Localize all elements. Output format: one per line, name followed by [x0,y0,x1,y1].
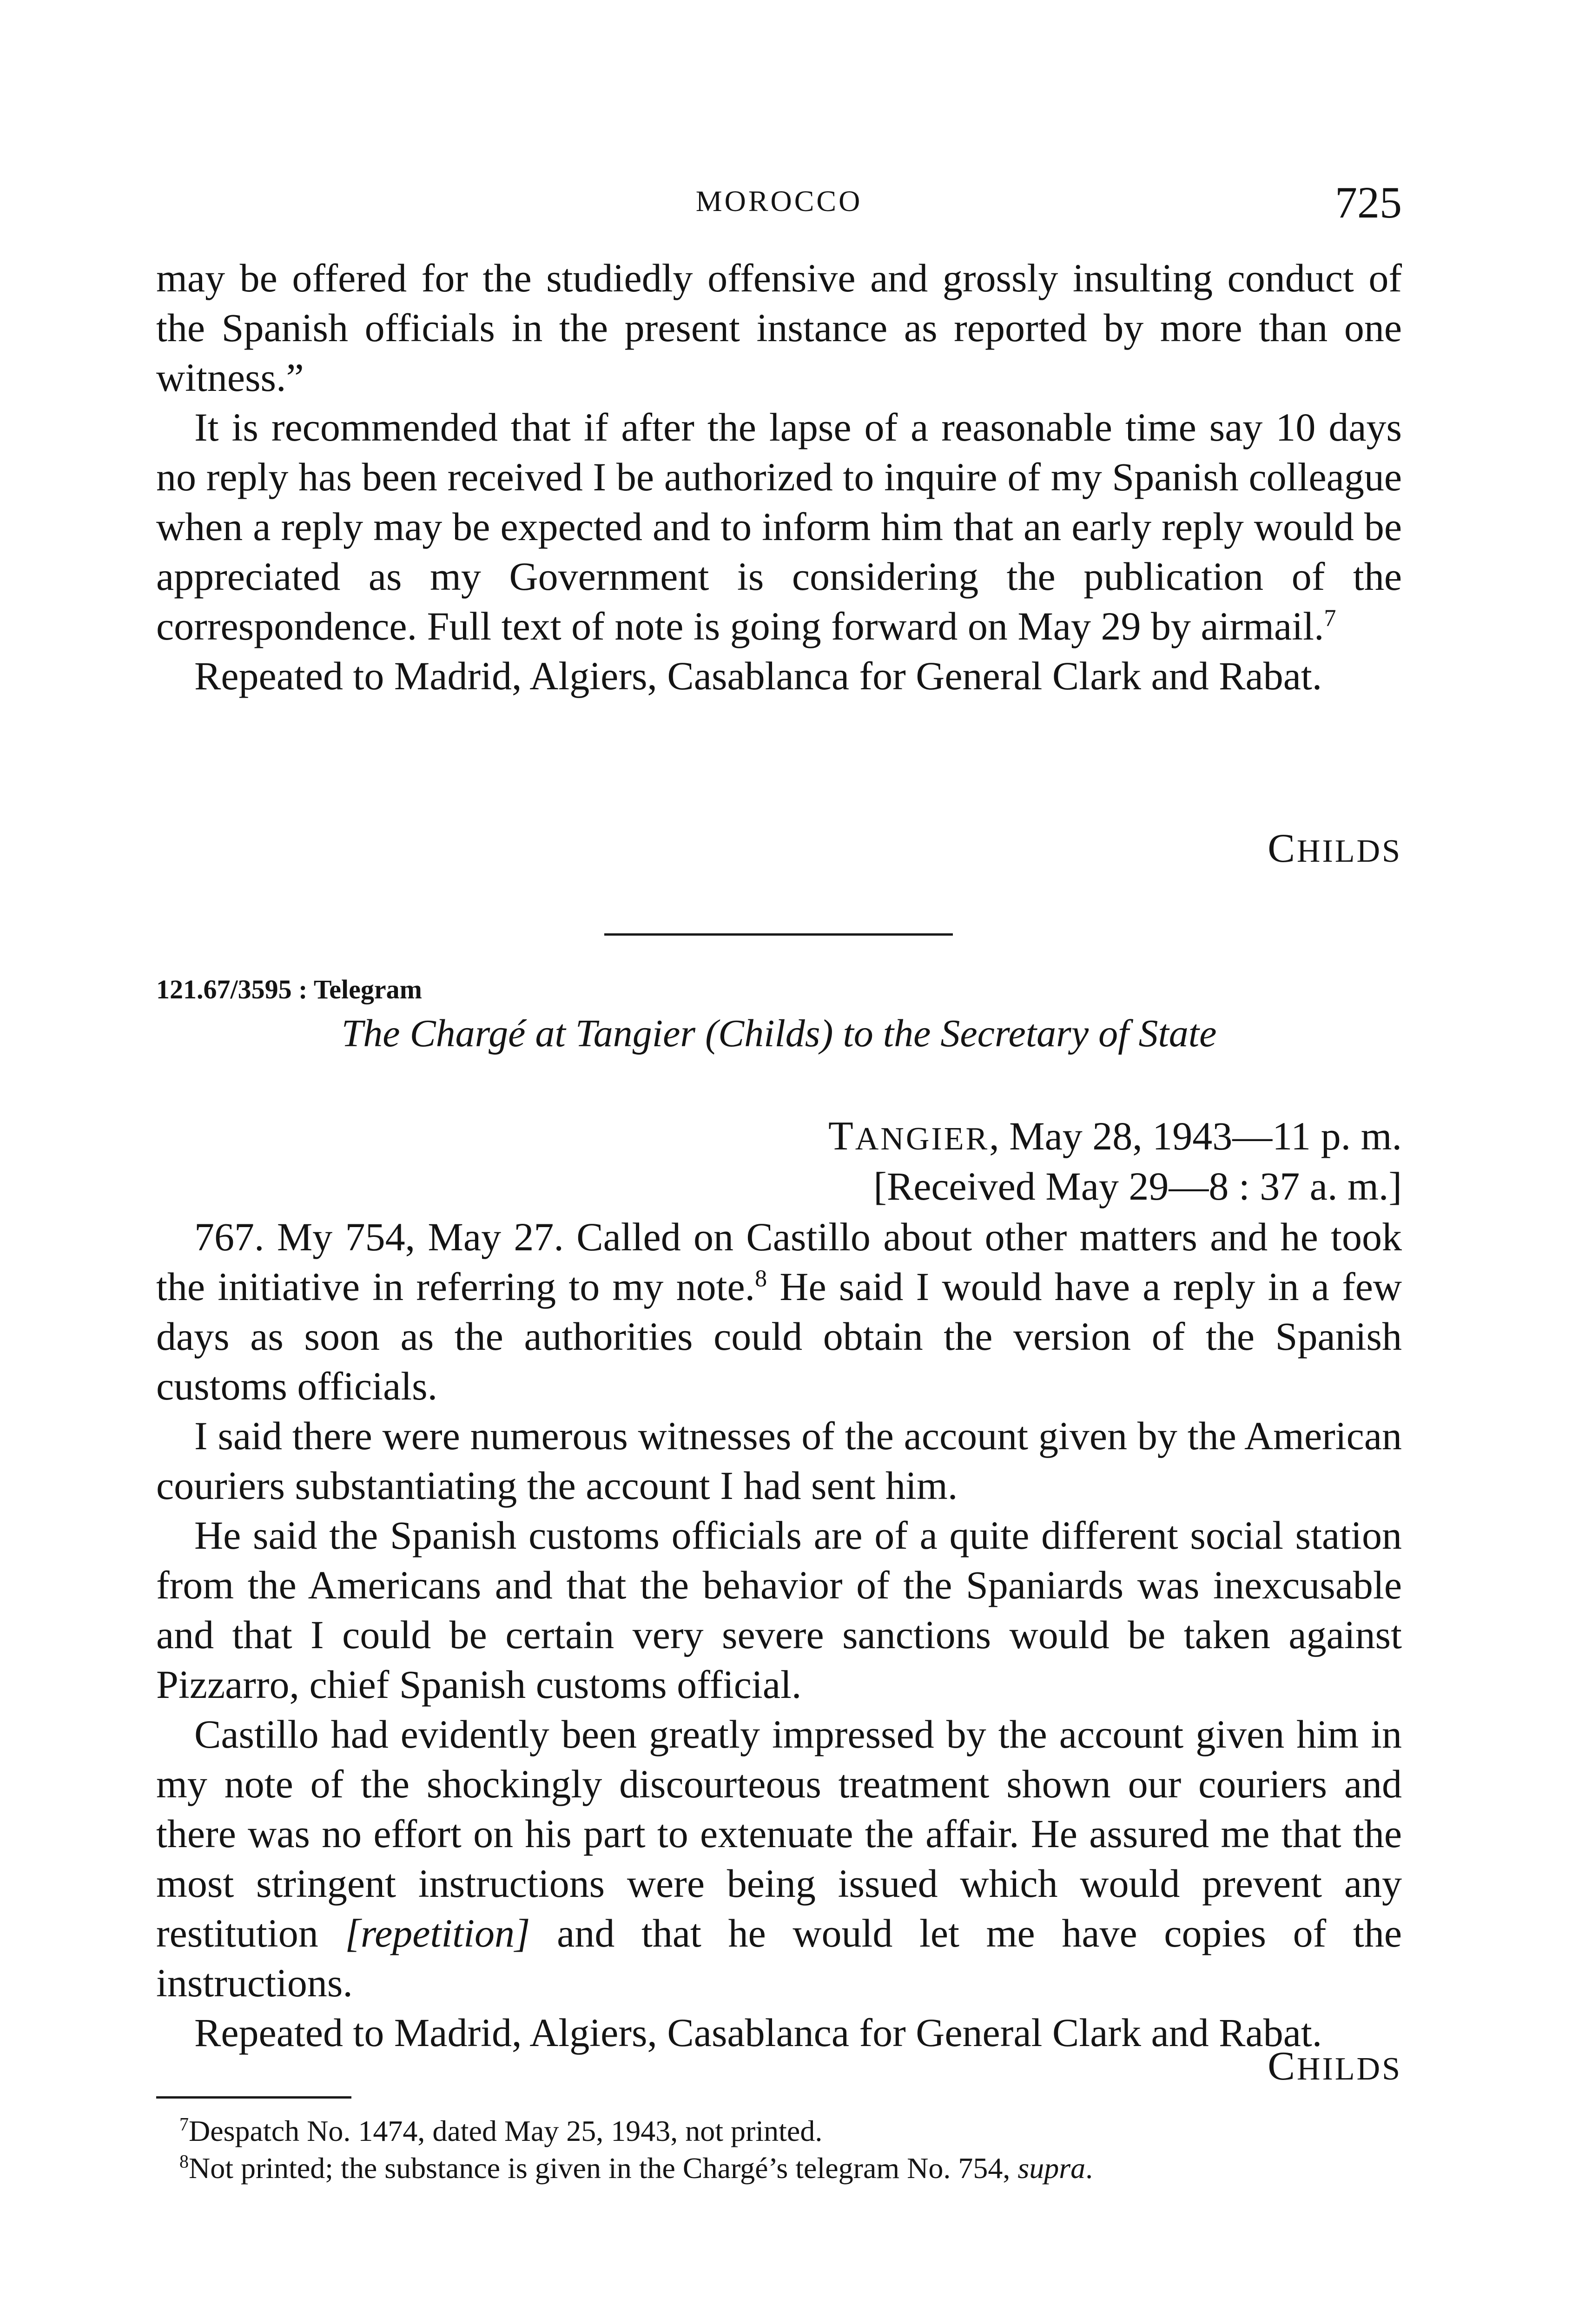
paragraph: I said there were numerous witnesses of the account given by the American couriers substantiating the account I had sent him. [156,1413,1402,1508]
footnote-ref: 8 [755,1265,767,1292]
dateline: TANGIER, May 28, 1943—11 p. m. [828,1114,1402,1159]
footnotes [156,2113,1402,2187]
running-title: MOROCCO [695,185,863,218]
paragraph: It is recommended that if after the lapse of a reasonable time say 10 days no reply has been received I be authorized to inquire of my Spanish colleague when a reply may be expected and to inform him that an early reply would be appreciated as my Government is considering the publication of the correspondence. Full text of note is going forward on May 29 by airmail.$^7$ [156,405,1402,648]
received-line: [Received May 29—8 : 37 a. m.] [873,1164,1402,1208]
footnote: $^7$Despatch No. 1474, dated May 25, 1943, not printed. [179,2113,823,2147]
document-heading: The Chargé at Tangier (Childs) to the Secretary of State [341,1012,1217,1055]
paragraph: Repeated to Madrid, Algiers, Casablanca for General Clark and Rabat. [194,654,1322,698]
footnote-divider [156,2096,351,2099]
section-divider [604,933,953,936]
footnote: $^8$Not printed; the substance is given in the Chargé’s telegram No. 754, supra. [179,2151,1093,2185]
running-head [156,177,1402,228]
signature: CHILDS [1268,826,1402,871]
paragraph: may be offered for the studiedly offensive and grossly insulting conduct of the Spanish officials in the present instance as reported by more than one witness.” [156,256,1402,400]
file-reference: 121.67/3595 : Telegram [156,974,422,1004]
paragraph: Castillo had evidently been greatly impressed by the account given him in my note of the shockingly discourteous treatment shown our couriers and there was no effort on his part to extenuate the affair. He assured me that the most stringent instructions were being issued which would prevent any restitution [repetition] and that he would let me have copies of the instructions. [156,1712,1402,2005]
telegram-body [156,1212,1402,2058]
paragraph: 767. My 754, May 27. Called on Castillo about other matters and he took the initiative in referring to my note.$^8$ He said I would have a reply in a few days as soon as the authorities could obtain the version of the Spanish customs officials. [156,1215,1402,1408]
footnote-ref: 7 [1324,605,1336,632]
continuation-text [156,253,1402,701]
paragraph: He said the Spanish customs officials are of a quite different social station from the Americans and that the behavior of the Spaniards was inexcusable and that I could be certain very severe sanctions would be taken against Pizzarro, chief Spanish customs official. [156,1513,1402,1707]
paragraph: Repeated to Madrid, Algiers, Casablanca for General Clark and Rabat. [194,2010,1322,2055]
signature: CHILDS [1268,2044,1402,2089]
page-number: 725 [1335,178,1402,227]
